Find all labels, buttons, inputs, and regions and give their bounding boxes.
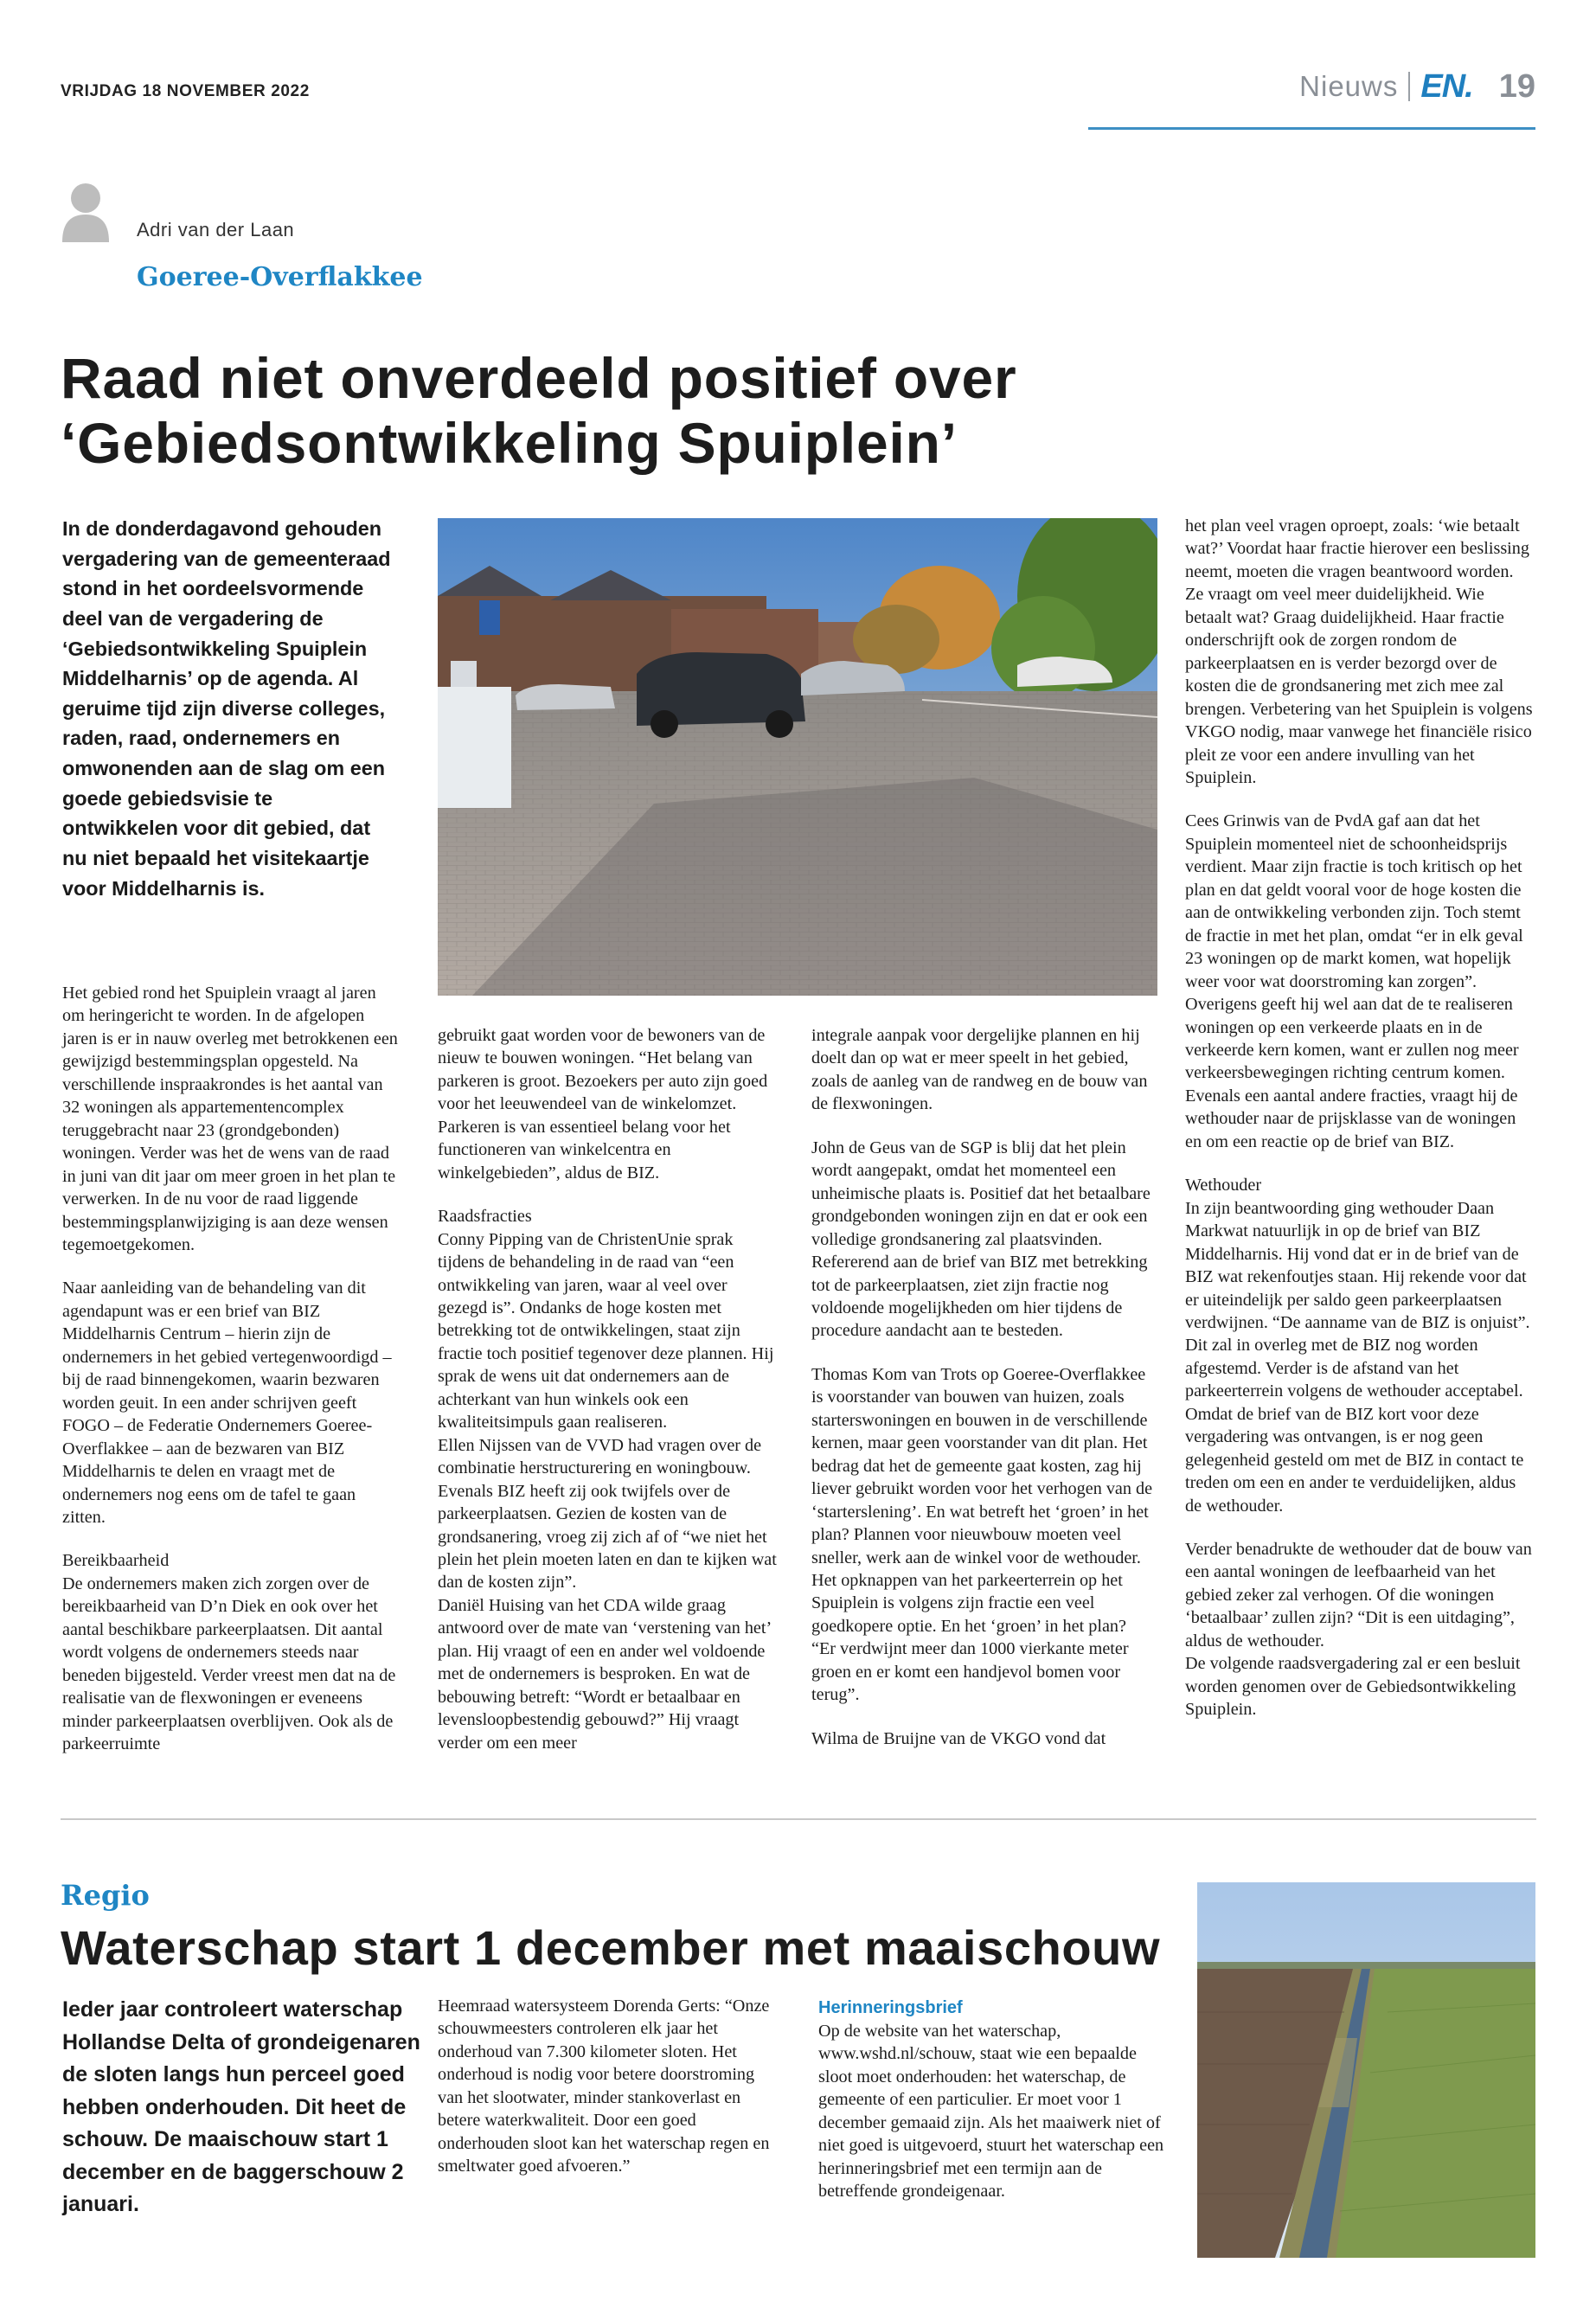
article-lead-2: Ieder jaar controleert waterschap Hollandse Delta of grondeigenaren de sloten langs hun perceel goed hebben onderhouden. Dit heet de schouw. De maaischouw start 1 december en de baggerschouw 2 januari. bbox=[62, 1997, 420, 2216]
body-paragraph: Heemraad watersysteem Dorenda Gerts: “Onze schouwmeesters controleren elk jaar het onderhoud van 7.300 kilometer sloten. Het onderhoud is nodig voor betere doorstroming van het slootwater, minder stankoverlast en betere waterkwaliteit. Door een goed onderhouden sloot kan het waterschap regen en smeltwater goed afvoeren.” bbox=[438, 1997, 770, 2176]
body-paragraph: Op de website van het waterschap, www.wshd.nl/schouw, staat wie een bepaalde sloot moet onderhouden: het waterschap, de gemeente of een particulier. Er moet voor 1 december gemaaid zijn. Als het maaiwerk niet of niet goed is uitgevoerd, stuurt het waterschap een herinneringsbrief met een termijn aan de betreffende grondeigenaar. bbox=[818, 2022, 1164, 2202]
page-number: 19 bbox=[1498, 67, 1535, 105]
region-kicker: Goeree-Overflakkee bbox=[137, 262, 423, 292]
body-paragraph: Verder benadrukte de wethouder dat de bouw van een aantal woningen de leefbaarheid van het gebied zeker zal verhogen. Of die woningen ‘betaalbaar’ zullen zijn? “Dit is een uitdaging”, aldus de wethouder. De volgende raadsvergadering zal er een besluit worden genomen over de Gebiedsontwikkeling Spuiplein. bbox=[1185, 1540, 1532, 1720]
body-paragraph: John de Geus van de SGP is blij dat het plein wordt aangepakt, omdat het momenteel een unheimische plaats is. Positief dat het betaalbare grondgebonden woningen zijn en dat er ook een volledige grondsanering zal plaatsvinden. Refererend aan de brief van BIZ met betrekking tot de parkeerplaatsen, ziet zijn fractie nog voldoende mogelijkheden om hier tijdens de procedure aandacht aan te besteden. bbox=[811, 1138, 1151, 1341]
body-paragraph: Raadsfracties Conny Pipping van de ChristenUnie sprak tijdens de behandeling in de raad van “een ontwikkeling van jaren, waar al veel over gezegd is”. Ondanks de hoge kosten met betrekking tot de ontwikkelingen, staat zijn fractie toch positief tegenover deze plannen. Hij sprak de wens uit dat ondernemers aan de achterkant van hun winkels ook een kwaliteitsimpuls gaan realiseren. Ellen Nijssen van de VVD had vragen over de combinatie herstructurering en woningbouw. Evenals BIZ heeft zij ook twijfels over de parkeerplaatsen. Gezien de kosten van de grondsanering, vroeg zij zich af of “we niet het plein het plein moeten laten en dan te kijken wat dan de kosten zijn”. Daniël Huising van het CDA wilde graag antwoord over de mate van ‘verstening van het’ plan. Hij vraagt of een en ander wel voldoende met de ondernemers is besproken. En wat de bebouwing betreft: “Wordt er betaalbaar en levensloopbestendig gebouwd?” Hij vraagt verder om een meer bbox=[438, 1207, 777, 1753]
body-column-4 bbox=[1185, 515, 1535, 1721]
body-paragraph: gebruikt gaat worden voor de bewoners van de nieuw te bouwen woningen. “Het belang van parkeren is groot. Bezoekers per auto zijn goed voor het leeuwendeel van de winkelomzet. Parkeren is van essentieel belang voor het functioneren van winkelcentra en winkelgebieden”, aldus de BIZ. bbox=[438, 1026, 768, 1183]
issue-date: VRIJDAG 18 NOVEMBER 2022 bbox=[61, 82, 310, 100]
body-paragraph: Thomas Kom van Trots op Goeree-Overflakkee is voorstander van bouwen van huizen, zoals starterswoningen en bouwen in de verschillende kernen, maar geen voorstander van dit plan. Het bedrag dat het de gemeente gaat kosten, zag hij liever gebruikt worden voor het verhogen van de ‘starterslening’. En wat betreft het ‘groen’ in het plan? Plannen voor nieuwbouw moeten veel sneller, werk aan de winkel voor de wethouder. Het opknappen van het parkeerterrein op het Spuiplein is volgens zijn fractie een veel goedkopere optie. En het ‘groen’ in het plan? “Er verdwijnt meer dan 1000 vierkante meter groen en er komt een handjevol bomen voor terug”. bbox=[811, 1364, 1153, 1705]
header-rule bbox=[1088, 127, 1535, 130]
article-divider bbox=[61, 1818, 1536, 1820]
body-paragraph: het plan veel vragen oproept, zoals: ‘wie betaalt wat?’ Voordat haar fractie hierover een beslissing neemt, moeten die vragen beantwoord worden. Ze vraagt om veel meer duidelijkheid. Wie betaalt wat? Graag duidelijkheid. Haar fractie onderschrijft ook de zorgen rondom de parkeerplaatsen en is verder bezorgd over de kosten die de grondsanering met zich mee zal brengen. Verbetering van het Spuiplein is volgens VKGO nodig, maar vanwege het financiële risico pleit ze voor een andere invulling van het Spuiplein. bbox=[1185, 516, 1533, 787]
body-paragraph: Wilma de Bruijne van de VKGO vond dat bbox=[811, 1728, 1106, 1748]
article-headline-2: Waterschap start 1 december met maaischouw bbox=[61, 1920, 1161, 1975]
ditch-photo bbox=[1197, 1882, 1535, 2258]
region-kicker-2: Regio bbox=[61, 1879, 150, 1912]
body-column-1 bbox=[62, 982, 400, 1756]
body-paragraph: integrale aanpak voor dergelijke plannen en hij doelt dan op wat er meer speelt in het gebied, zoals de aanleg van de randweg en de bouw van de flexwoningen. bbox=[811, 1026, 1148, 1114]
body-column-2 bbox=[438, 1024, 780, 1754]
body-paragraph: Cees Grinwis van de PvdA gaf aan dat het Spuiplein momenteel niet de schoonheidsprijs verdient. Maar zijn fractie is toch kritisch op het plan en dat geldt vooral voor de hoge kosten die aan de ontwikkeling verbonden zijn. Toch stemt de fractie in met het plan, omdat “er in elk geval 23 woningen op de markt komen, wat hopelijk weer voor wat doorstroming kan zorgen”. Overigens geeft hij wel aan dat de te realiseren woningen op een verkeerde plaats en in de verkeerde kern komen, want er zullen nog meer verkeersbewegingen richting centrum komen. Evenals een aantal andere fracties, vraagt hij de wethouder naar de prijsklasse van de woningen en om een reactie op de brief van BIZ. bbox=[1185, 811, 1523, 1151]
body-paragraph: Bereikbaarheid De ondernemers maken zich zorgen over de bereikbaarheid van D’n Diek en ook over het aantal beschikbare parkeerplaatsen. Dit aantal wordt volgens de ondernemers steeds naar beneden bijgesteld. Verder vreest men dat na de realisatie van de flexwoningen er eveneens minder parkeerplaatsen overblijven. Ook als de parkeerruimte bbox=[62, 1551, 396, 1754]
article-headline bbox=[61, 346, 1099, 476]
author-name: Adri van der Laan bbox=[137, 219, 295, 240]
headline-line-1: Raad niet onverdeeld positief over bbox=[61, 346, 1017, 410]
body-column-5 bbox=[438, 1995, 780, 2178]
newspaper-logo: EN. bbox=[1420, 67, 1473, 105]
body-paragraph: Naar aanleiding van de behandeling van dit agendapunt was er een brief van BIZ Middelharnis Centrum – hierin zijn de ondernemers in het gebied vertegenwoordigd – bij de raad binnengekomen, waarin bezwaren worden geuit. In een ander schrijven geeft FOGO – de Federatie Ondernemers Goeree-Overflakkee – aan de bezwaren van BIZ Middelharnis te delen en vraagt met de ondernemers nog eens om de tafel te gaan zitten. bbox=[62, 1279, 392, 1527]
article-lead: In de donderdagavond gehouden vergadering van de gemeenteraad stond in het oordeelsvormende deel van de vergadering de ‘Gebiedsontwikkeling Spuiplein Middelharnis’ op de agenda. Al geruime tijd zijn diverse colleges, raden, raad, ondernemers en omwonenden aan de slag om een goede gebiedsvisie te ontwikkelen voor dit gebied, dat nu niet bepaald het visitekaartje voor Middelharnis is. bbox=[62, 517, 391, 900]
headline-line-2: ‘Gebiedsontwikkeling Spuiplein’ bbox=[61, 411, 958, 476]
body-column-3 bbox=[811, 1024, 1154, 1750]
masthead-divider bbox=[1408, 72, 1410, 101]
body-paragraph: Het gebied rond het Spuiplein vraagt al jaren om heringericht te worden. In de afgelopen jaren is er in nauw overleg met betrokkenen een gewijzigd bestemmingsplan opgesteld. Na verschillende inspraakrondes is het aantal van 32 woningen als appartementencomplex teruggebracht naar 23 (grondgebonden) woningen. Verder was het de wens van de raad in juni van dit jaar om meer groen in het plan te verwerken. In de nu voor de raad liggende bestemmingsplanwijziging is aan deze wensen tegemoetgekomen. bbox=[62, 984, 398, 1254]
body-column-6 bbox=[818, 1998, 1164, 2203]
subheading: Herinneringsbrief bbox=[818, 1998, 963, 2017]
section-name: Nieuws bbox=[1299, 70, 1399, 102]
parking-lot-photo bbox=[438, 518, 1157, 996]
masthead bbox=[1299, 67, 1535, 106]
body-paragraph: Wethouder In zijn beantwoording ging wethouder Daan Markwat natuurlijk in op de brief van BIZ Middelharnis. Hij vond dat er in de brief van de BIZ wat rekenfoutjes staan. Hij rekende voor dat er uiteindelijk per saldo geen parkeerplaatsen verdwijnen. “De aanname van de BIZ is onjuist”. Dit zal in overleg met de BIZ nog worden afgestemd. Verder is de afstand van het parkeerterrein volgens de wethouder acceptabel. Omdat de brief van de BIZ kort voor deze vergadering was ontvangen, is er nog geen gelegenheid gesteld om met de BIZ in contact te treden om een en ander te verduidelijken, aldus de wethouder. bbox=[1185, 1176, 1530, 1516]
author-avatar-icon bbox=[61, 182, 111, 242]
